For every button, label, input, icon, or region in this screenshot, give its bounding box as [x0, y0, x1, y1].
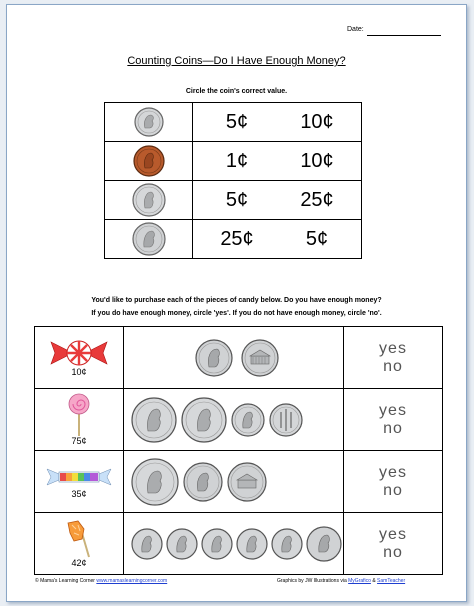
footer-copyright: © Mama's Learning Corner	[35, 578, 95, 584]
no-option[interactable]: no	[383, 543, 403, 561]
footer-graphics-text: Graphics by JW Illustrations via	[277, 578, 347, 584]
option-a[interactable]: 5¢	[225, 110, 249, 133]
coins-cell	[124, 327, 344, 389]
option-a[interactable]: 5¢	[225, 188, 249, 211]
worksheet-page	[6, 4, 467, 602]
candy-table	[34, 326, 443, 575]
no-option[interactable]: no	[383, 357, 403, 375]
part2-instruction	[7, 294, 466, 320]
dime-icon	[230, 402, 266, 438]
candy-cell	[35, 451, 124, 513]
footer-graphics-credit	[277, 578, 405, 584]
coins-cell	[124, 513, 344, 575]
lollipop-icon	[64, 393, 94, 437]
coin-cell	[105, 181, 193, 220]
nickel-icon	[305, 525, 343, 563]
candy-row	[35, 327, 443, 389]
candy-cell	[35, 327, 124, 389]
rock-candy-icon	[64, 519, 94, 559]
coin-value-table	[104, 102, 362, 259]
coins-cell	[124, 389, 344, 451]
dime-back-icon	[268, 402, 304, 438]
coin-options	[193, 142, 362, 181]
footer-samteacher-link[interactable]: SamTeacher	[377, 578, 406, 584]
penny-icon	[132, 144, 166, 178]
candy-row	[35, 389, 443, 451]
answer-cell	[344, 327, 443, 389]
quarter-icon	[131, 182, 167, 218]
candy-price: 10¢	[71, 367, 87, 377]
footer-amp: &	[372, 578, 376, 584]
no-option[interactable]: no	[383, 419, 403, 437]
coin-row	[105, 103, 362, 142]
date-line	[367, 35, 441, 36]
candy-cell	[35, 389, 124, 451]
candy-row	[35, 513, 443, 575]
yes-option[interactable]: yes	[379, 525, 407, 543]
nickel-icon	[194, 338, 234, 378]
quarter-icon	[130, 396, 178, 444]
coin-options	[193, 220, 362, 259]
coin-options	[193, 181, 362, 220]
coin-row	[105, 181, 362, 220]
date-label: Date:	[347, 26, 364, 33]
dime-icon	[200, 527, 234, 561]
coin-row	[105, 220, 362, 259]
nickel-back-icon	[226, 461, 268, 503]
answer-cell	[344, 389, 443, 451]
nickel-icon	[131, 221, 167, 257]
candy-stick-icon	[45, 464, 113, 490]
yes-option[interactable]: yes	[379, 339, 407, 357]
yes-option[interactable]: yes	[379, 401, 407, 419]
nickel-back-icon	[240, 338, 280, 378]
part1-instruction: Circle the coin's correct value.	[185, 88, 288, 95]
coins-cell	[124, 451, 344, 513]
quarter-icon	[180, 396, 228, 444]
dime-icon	[235, 527, 269, 561]
answer-cell	[344, 513, 443, 575]
quarter-back-icon	[130, 457, 180, 507]
coin-row	[105, 142, 362, 181]
nickel-icon	[182, 461, 224, 503]
no-option[interactable]: no	[383, 481, 403, 499]
candy-price: 35¢	[71, 489, 87, 499]
option-b[interactable]: 10¢	[300, 110, 334, 133]
dime-icon	[133, 106, 165, 138]
option-a[interactable]: 25¢	[220, 227, 254, 250]
candy-price: 75¢	[71, 436, 87, 446]
yes-option[interactable]: yes	[379, 463, 407, 481]
candy-price: 42¢	[71, 558, 87, 568]
page-title: Counting Coins—Do I Have Enough Money?	[127, 55, 346, 67]
part2-instruction-line2: If you do have enough money, circle 'yes'. If you do not have enough money, circle 'no'.	[91, 310, 382, 317]
penny-icon	[270, 527, 304, 561]
option-b[interactable]: 5¢	[305, 227, 329, 250]
candy-row	[35, 451, 443, 513]
option-b[interactable]: 10¢	[300, 149, 334, 172]
dime-icon	[165, 527, 199, 561]
part2-instruction-line1: You'd like to purchase each of the pieces of candy below. Do you have enough money?	[91, 297, 382, 304]
candy-cell	[35, 513, 124, 575]
option-b[interactable]: 25¢	[300, 188, 334, 211]
footer-site-link[interactable]: www.mamaslearningcorner.com	[96, 578, 168, 584]
answer-cell	[344, 451, 443, 513]
coin-options	[193, 103, 362, 142]
wrapped-candy-icon	[47, 338, 111, 368]
option-a[interactable]: 1¢	[225, 149, 249, 172]
coin-cell	[105, 142, 193, 181]
footer-credit	[35, 578, 167, 584]
coin-cell	[105, 103, 193, 142]
coin-cell	[105, 220, 193, 259]
footer-mygrafico-link[interactable]: MyGrafico	[348, 578, 371, 584]
dime-icon	[130, 527, 164, 561]
